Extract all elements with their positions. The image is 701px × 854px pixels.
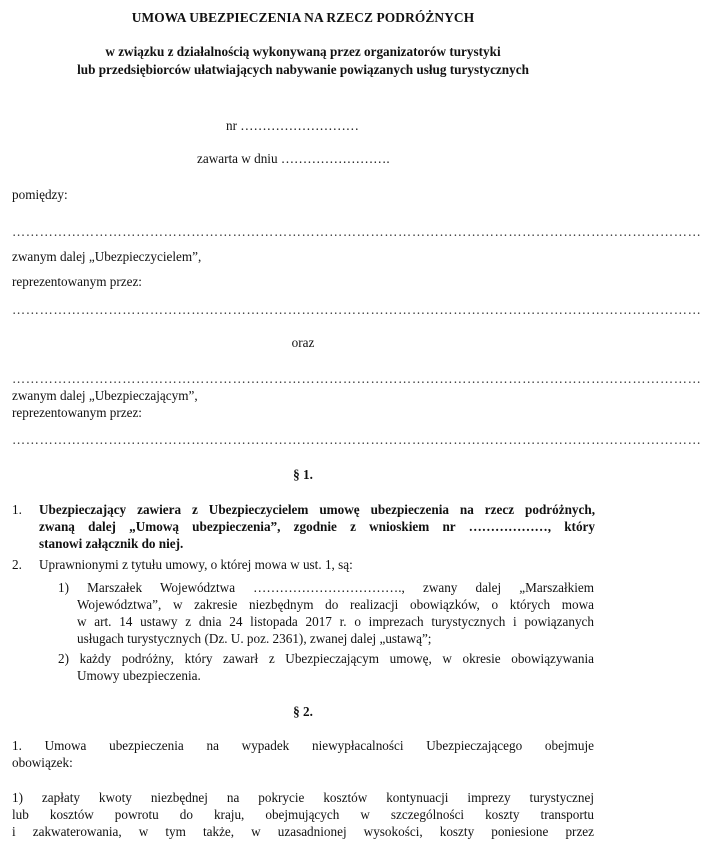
s2-p2-line1: 1) zapłaty kwoty niezbędnej na pokrycie kosztów kontynuacji imprezy turystycznej <box>12 790 594 805</box>
s2-p2-line2: lub kosztów powrotu do kraju, obejmujących w szczególności koszty transportu <box>12 807 594 822</box>
document-subtitle-line2: lub przedsiębiorców ułatwiających nabywanie powiązanych usług turystycznych <box>77 62 529 77</box>
contract-number-line: nr ……………………… <box>226 118 359 133</box>
s1-sub1-line1: 1) Marszałek Województwa ……………………………., zwany dalej „Marszałkiem <box>58 580 594 595</box>
insured-called-text: zwanym dalej „Ubezpieczającym”, <box>12 388 198 403</box>
s1-item2-number: 2. <box>12 557 22 572</box>
s1-item1-line1: Ubezpieczający zawiera z Ubezpieczycielem umowę ubezpieczenia na rzecz podróżnych, <box>39 502 595 517</box>
s1-sub1-line3: w art. 14 ustawy z dnia 24 listopada 2017 r. o imprezach turystycznych i powiązanych <box>77 614 594 629</box>
between-label: pomiędzy: <box>12 187 68 202</box>
s2-p1-line1: 1. Umowa ubezpieczenia na wypadek niewypłacalności Ubezpieczającego obejmuje <box>12 738 594 753</box>
insurer-representative-dotted-line: …………………………………………………………………………………………………………………………………… <box>12 302 701 317</box>
document-title: UMOWA UBEZPIECZENIA NA RZECZ PODRÓŻNYCH <box>131 10 475 25</box>
insured-name-dotted-line: …………………………………………………………………………………………………………………………………… <box>12 371 701 386</box>
s1-sub1-line2: Województwa”, w zakresie niezbędnym do realizacji obowiązków, o których mowa <box>77 597 594 612</box>
s1-sub2-line2: Umowy ubezpieczenia. <box>77 668 201 683</box>
s2-p2-line3: i zakwaterowania, w tym także, w uzasadnionej wysokości, koszty poniesione przez <box>12 824 594 839</box>
section-1-heading: § 1. <box>293 467 313 482</box>
and-separator: oraz <box>291 335 315 350</box>
insurer-name-dotted-line: …………………………………………………………………………………………………………………………………… <box>12 224 701 239</box>
s1-item1-number: 1. <box>12 502 22 517</box>
insured-represented-label: reprezentowanym przez: <box>12 405 142 420</box>
s1-item1-line3: stanowi załącznik do niej. <box>39 536 184 551</box>
section-2-heading: § 2. <box>293 704 313 719</box>
contract-date-line: zawarta w dniu ……………………. <box>197 151 390 166</box>
insured-representative-dotted-line: …………………………………………………………………………………………………………………………………… <box>12 432 701 447</box>
insurer-represented-label: reprezentowanym przez: <box>12 274 142 289</box>
s1-item1-line2: zwaną dalej „Umową ubezpieczenia”, zgodnie z wnioskiem nr ………………, który <box>39 519 595 534</box>
document-subtitle-line1: w związku z działalnością wykonywaną przez organizatorów turystyki <box>105 44 501 59</box>
s1-item2-text: Uprawnionymi z tytułu umowy, o której mowa w ust. 1, są: <box>39 557 353 572</box>
s1-sub1-line4: usługach turystycznych (Dz. U. poz. 2361), zwanej dalej „ustawą”; <box>77 631 432 646</box>
s1-sub2-line1: 2) każdy podróżny, który zawarł z Ubezpieczającym umowę, w okresie obowiązywania <box>58 651 594 666</box>
s2-p1-line2: obowiązek: <box>12 755 73 770</box>
insurer-called-text: zwanym dalej „Ubezpieczycielem”, <box>12 249 202 264</box>
